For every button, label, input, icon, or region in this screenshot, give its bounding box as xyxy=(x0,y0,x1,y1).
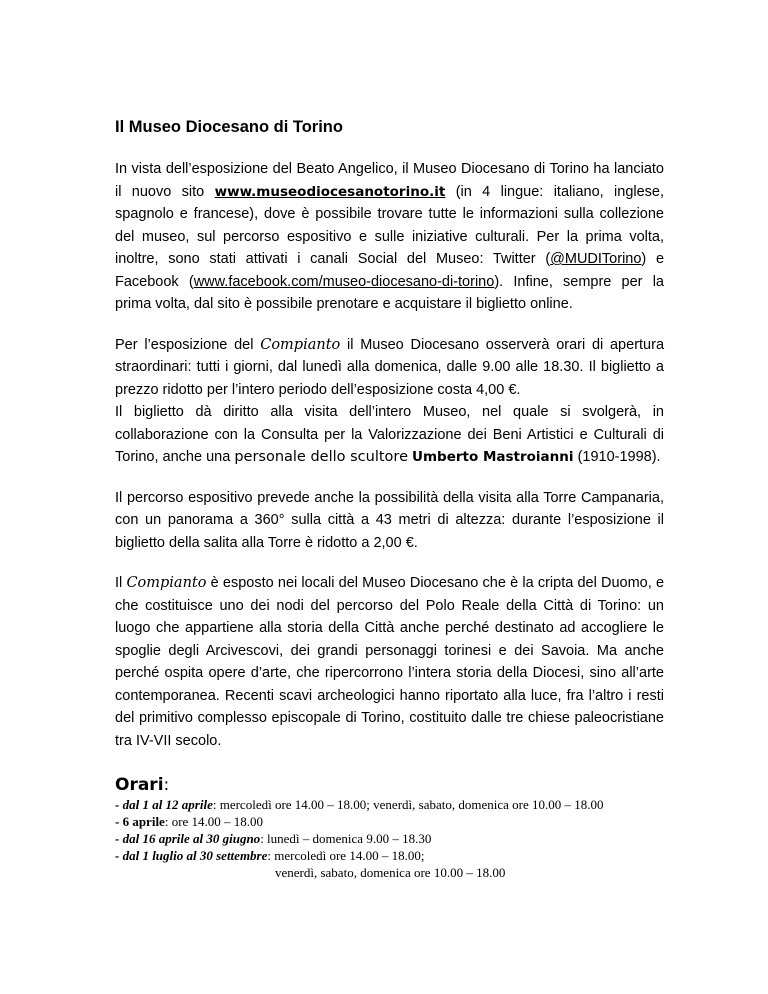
text: il Museo Diocesano osserverà orari di apertura straordinari: tutti i giorni, dal lunedì alla domenica, dalle 9.00 alle 18.30. Il biglietto a prezzo ridotto per l’intero periodo dell’esposizione costa 4,00 €. xyxy=(115,336,665,398)
page-title: Il Museo Diocesano di Torino xyxy=(115,118,343,136)
twitter-link[interactable]: @MUDITorino xyxy=(550,251,642,267)
orari-list xyxy=(115,796,664,881)
text: ). Infine, sempre per la prima volta, dal sito è possibile prenotare e acquistare il biglietto online. xyxy=(115,273,664,312)
list-item xyxy=(115,864,664,881)
date-range: - dal 1 luglio al 30 settembre xyxy=(115,848,268,863)
compianto-title: Compianto xyxy=(126,575,207,591)
hours: : ore 14.00 – 18.00 xyxy=(164,814,264,829)
text: è esposto nei locali del Museo Diocesano che è la cripta del Duomo, e che costituisce uno dei nodi del percorso del Polo Reale della Città di Torino: un luogo che appartiene alla storia della Città anche perché destinato ad accogliere le spoglie degli Arcivescovi, dei grandi personaggi torinesi e dei Savoia. Ma anche perché ospita opere d’arte, che ripercorrono l’intera storia della Diocesi, sino all’arte contemporanea. Recenti scavi archeologici hanno riportato alla luce, fra l’altro i resti del primitivo complesso episcopale di Torino, costituito dalle tre chiese paleocristiane tra IV-VII secolo. xyxy=(115,575,665,749)
compianto-title: Compianto xyxy=(260,336,341,353)
paragraph-website xyxy=(115,158,664,316)
paragraph-crypt xyxy=(115,572,664,752)
list-item xyxy=(115,796,664,813)
paragraph-tower: Il percorso espositivo prevede anche la possibilità della visita alla Torre Campanaria, con un panorama a 360° sulla città a 43 metri di altezza: durante l’esposizione il biglietto della salita alla Torre è ridotto a 2,00 €. xyxy=(115,489,664,551)
hours: venerdì, sabato, domenica ore 10.00 – 18.00 xyxy=(275,865,506,880)
orari-heading xyxy=(115,774,664,796)
text: (1910-1998). xyxy=(577,449,661,465)
text: In vista dell’esposizione del Beato Angelico, il Museo Diocesano di Torino ha lanciato il nuovo sito xyxy=(115,161,664,200)
hours: : mercoledì ore 14.00 – 18.00; venerdì, sabato, domenica ore 10.00 – 18.00 xyxy=(212,797,604,812)
list-item xyxy=(115,830,664,847)
website-link[interactable]: www.museodiocesanotorino.it xyxy=(214,183,446,200)
sculptor-name: Umberto Mastroianni xyxy=(412,449,574,465)
list-item xyxy=(115,847,664,864)
date-range: - dal 16 aprile al 30 giugno xyxy=(115,831,261,846)
paragraph-opening-hours xyxy=(115,334,664,402)
text: Il xyxy=(115,575,123,591)
text: (in 4 lingue: italiano, inglese, spagnolo e francese), dove è possibile trovare tutte le informazioni sulla collezione del museo, sul percorso espositivo e sulle iniziative culturali. Per la prima volta, inoltre, sono stati attivati i canali Social del Museo: Twitter ( xyxy=(115,183,665,267)
facebook-link[interactable]: www.facebook.com/museo-diocesano-di-torino xyxy=(193,273,495,290)
hours: : mercoledì ore 14.00 – 18.00; xyxy=(267,848,425,863)
orari-label: Orari xyxy=(115,775,164,795)
text: Il biglietto dà diritto alla visita dell’intero Museo, nel quale si svolgerà, in collaborazione con la Consulta per la Valorizzazione dei Beni Artistici e Culturali di Torino, anche una xyxy=(115,404,664,465)
document-body xyxy=(115,118,664,881)
date-range: - dal 1 al 12 aprile xyxy=(115,797,213,812)
hours: : lunedì – domenica 9.00 – 18.30 xyxy=(260,831,432,846)
text: Per l’esposizione del xyxy=(115,336,254,353)
paragraph-ticket xyxy=(115,401,664,469)
text: personale dello scultore xyxy=(234,449,408,465)
orari-colon: : xyxy=(163,775,170,795)
list-item xyxy=(115,813,664,830)
text: ) e Facebook ( xyxy=(115,251,665,290)
date-range: - 6 aprile xyxy=(115,814,165,829)
